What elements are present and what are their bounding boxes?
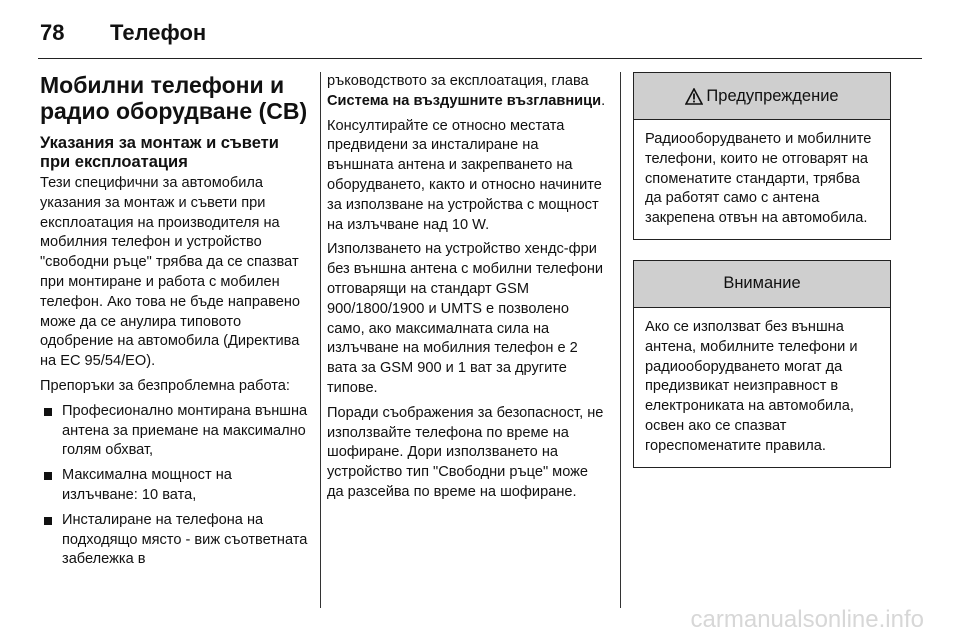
caution-box xyxy=(633,260,891,468)
warning-box xyxy=(633,72,891,240)
chapter-reference: Система на въздушните възглавници xyxy=(327,92,602,109)
list-item: Инсталиране на телефона на подходящо място - виж съответната забележка в xyxy=(40,511,308,570)
warning-body: Радиооборудването и мобилните телефони, които не отговарят на споменатите стандарти, трябва да работят само с антена закрепена отвън на автомобила. xyxy=(645,131,872,227)
handsfree-paragraph: Използването на устройство хендс-фри без външна антена с мобилни телефони отговарящи на стандарт GSM 900/1800/1900 и UMTS е позволено само, ако максималната сила на излъчване на мобилния телефон е 2 вата за GSM 900 и 1 ват за другите типове. xyxy=(327,241,604,396)
page-header xyxy=(40,20,206,50)
square-bullet-icon xyxy=(44,517,52,525)
caution-body: Ако се използват без външна антена, мобилните телефони и радиооборудването могат да предизвикат неизправност в електрониката на автомобила, освен ако се спазват гореспоменатите правила. xyxy=(645,318,858,454)
square-bullet-icon xyxy=(44,408,52,416)
recommendations-list xyxy=(40,402,308,570)
list-item: Професионално монтирана външна антена за приемане на максимално голям обхват, xyxy=(40,402,308,461)
warning-header xyxy=(634,73,890,120)
caution-header xyxy=(634,261,890,308)
antenna-paragraph: Консултирайте се относно местата предвидени за инсталиране на външната антена и закрепването на оборудването, както и относно начините за използване на устройства с мощност на излъчване над 10 W. xyxy=(327,117,602,233)
page-number: 78 xyxy=(40,20,65,45)
recommendations-intro: Препоръки за безпроблемна работа: xyxy=(40,377,290,394)
warning-title: Предупреждение xyxy=(706,86,839,105)
caution-title: Внимание xyxy=(723,274,801,293)
subsection-heading: Указания за монтаж и съвети при експлоатация xyxy=(40,134,279,171)
column-middle xyxy=(327,72,607,508)
column-divider-1 xyxy=(320,72,321,608)
warning-triangle-icon xyxy=(685,88,703,105)
column-right xyxy=(633,72,891,488)
section-heading: Мобилни телефони и радио оборудване (CB) xyxy=(40,72,308,124)
column-left xyxy=(40,72,308,575)
square-bullet-icon xyxy=(44,472,52,480)
watermark: carmanualsonline.info xyxy=(690,606,924,633)
header-rule xyxy=(38,58,922,59)
safety-paragraph: Поради съображения за безопасност, не използвайте телефона по време на шофиране. Дори използването на устройство тип "Свободни ръце" може да разсейва по време на шофиране. xyxy=(327,404,604,500)
page-title: Телефон xyxy=(110,20,207,45)
list-item: Максимална мощност на излъчване: 10 вата, xyxy=(40,466,308,506)
airbag-reference-paragraph: ръководството за експлоатация, глава Система на въздушните възглавници. xyxy=(327,73,606,109)
intro-paragraph: Тези специфични за автомобила указания за монтаж и съвети при експлоатация на производителя на мобилния телефон и устройство "свободни ръце" трябва да се спазват при монтиране и работа с мобилен телефон. Ако това не бъде направено може да се анулира типовото одобрение на автомобила (Директива на ЕС 95/54/ЕО). xyxy=(40,175,301,370)
column-divider-2 xyxy=(620,72,621,608)
